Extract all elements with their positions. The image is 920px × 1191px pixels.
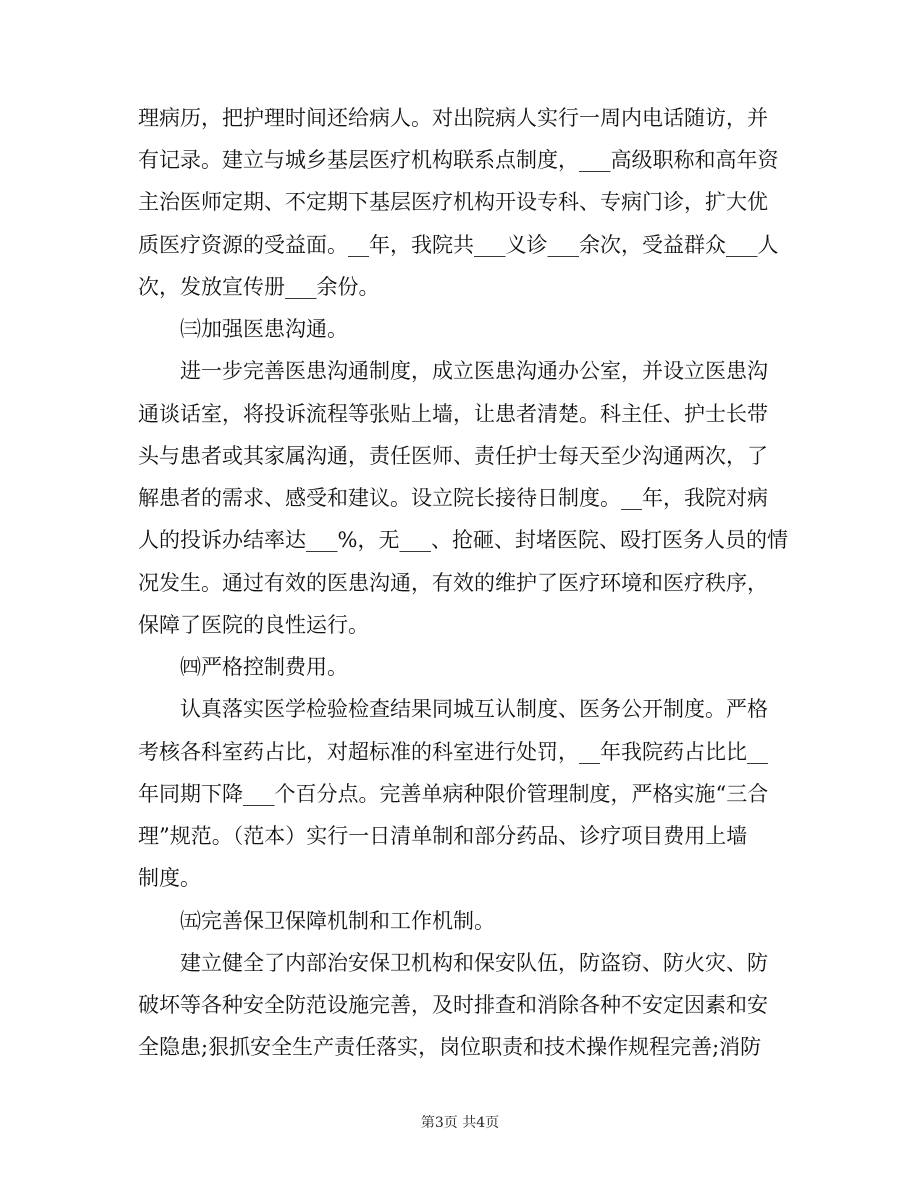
text-line: 况发生。通过有效的医患沟通，有效的维护了医疗环境和医疗秩序， [138,571,768,595]
text-line: 主治医师定期、不定期下基层医疗机构开设专科、专病门诊，扩大优 [138,190,768,214]
text-line: 通谈话室，将投诉流程等张贴上墙，让患者清楚。科主任、护士长带 [138,402,768,426]
text-line: 建立健全了内部治安保卫机构和保安队伍，防盗窃、防火灾、防 [180,951,768,975]
text-line: 头与患者或其家属沟通，责任医师、责任护士每天至少沟通两次，了 [138,444,768,468]
section-heading: ㈤完善保卫保障机制和工作机制。 [180,909,495,933]
text-line: 年同期下降___个百分点。完善单病种限价管理制度，严格实施“三合 [138,782,769,806]
text-line: 解患者的需求、感受和建议。设立院长接待日制度。__年，我院对病 [138,486,768,510]
text-line: 制度。 [138,866,201,890]
section-heading: ㈢加强医患沟通。 [180,317,348,341]
text-line: 认真落实医学检验检查结果同城互认制度、医务公开制度。严格 [180,697,768,721]
text-line: 保障了医院的良性运行。 [138,613,369,637]
text-line: 理”规范。（范本）实行一日清单制和部分药品、诊疗项目费用上墙 [138,824,748,848]
text-line: 考核各科室药占比，对超标准的科室进行处罚，__年我院药占比比__ [138,740,768,764]
text-line: 全隐患;狠抓安全生产责任落实，岗位职责和技术操作规程完善;消防 [138,1035,762,1059]
section-heading: ㈣严格控制费用。 [180,655,348,679]
text-line: 质医疗资源的受益面。__年，我院共___义诊___余次，受益群众___人 [138,233,779,257]
text-line: 次，发放宣传册___余份。 [138,275,380,299]
text-line: 理病历，把护理时间还给病人。对出院病人实行一周内电话随访，并 [138,106,768,130]
page-number-footer: 第3页 共4页 [420,1115,500,1131]
text-line: 有记录。建立与城乡基层医疗机构联系点制度，___高级职称和高年资 [138,148,779,172]
text-line: 进一步完善医患沟通制度，成立医患沟通办公室，并设立医患沟 [180,359,768,383]
text-line: 破坏等各种安全防范设施完善，及时排查和消除各种不安定因素和安 [138,993,768,1017]
text-line: 人的投诉办结率达___%，无___、抢砸、封堵医院、殴打医务人员的情 [138,528,788,552]
